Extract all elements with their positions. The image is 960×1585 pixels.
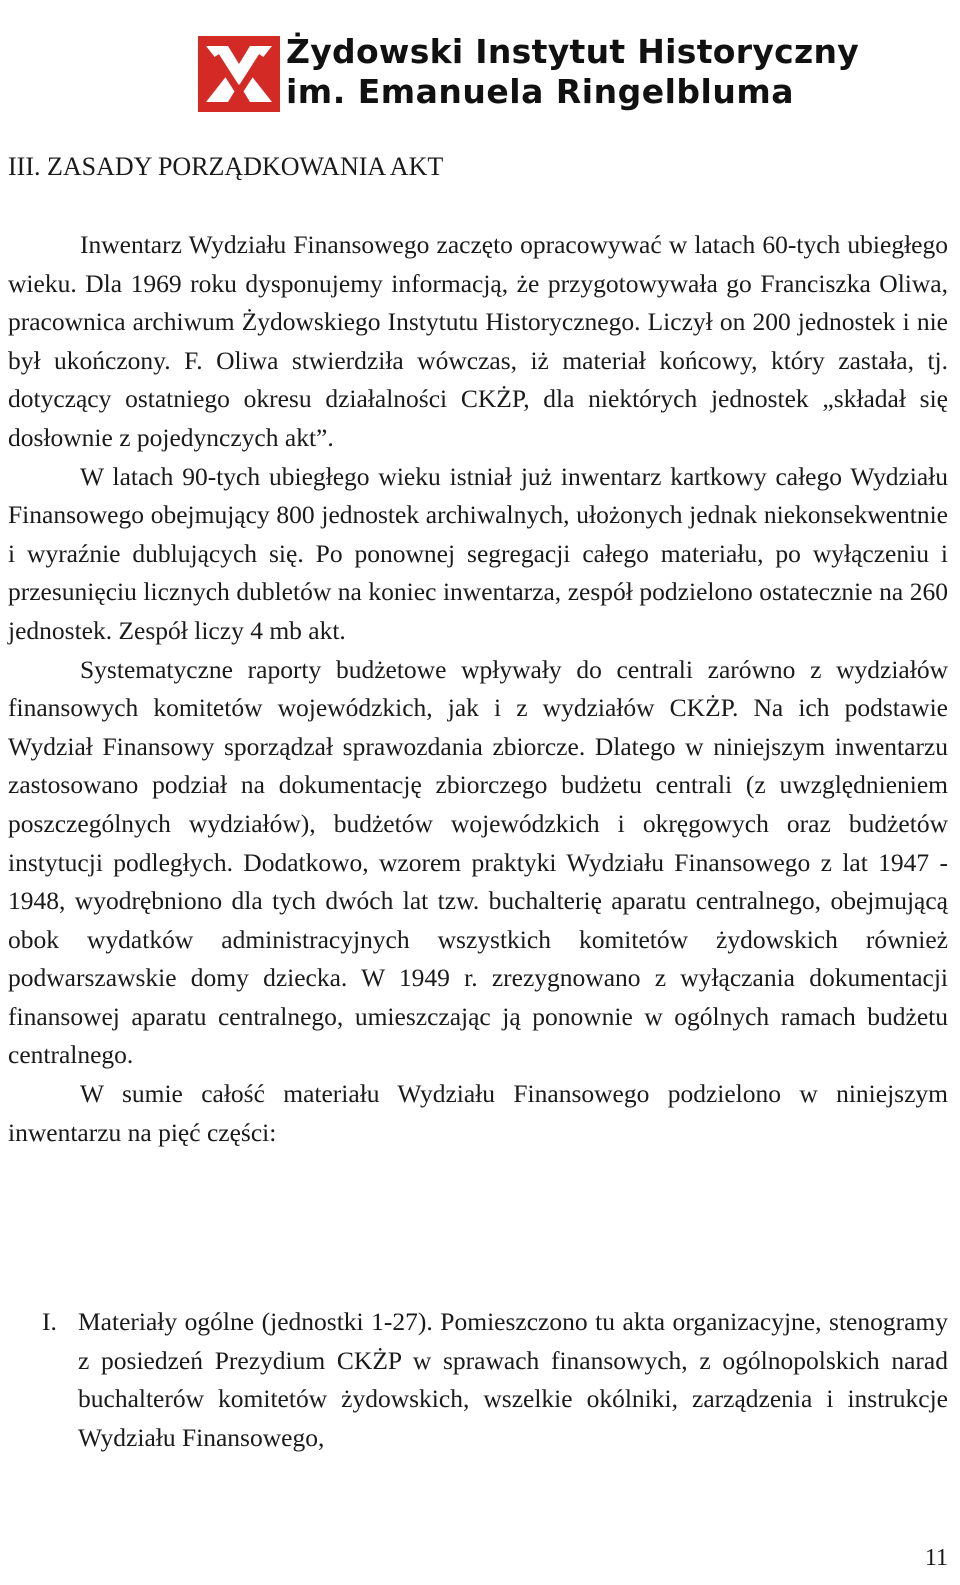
institute-name-line1: Żydowski Instytut Historyczny [286, 32, 860, 71]
institute-name-line2: im. Emanuela Ringelbluma [286, 72, 794, 111]
paragraph-2: W latach 90-tych ubiegłego wieku istniał już inwentarz kartkowy całego Wydziału Finansowego obejmujący 800 jednostek archiwalnych, ułożonych jednak niekonsekwentnie i wyraźnie dublujących się. Po ponownej segregacji całego materiału, po wyłączeniu i przesunięciu licznych dubletów na koniec inwentarza, zespół podzielono ostatecznie na 260 jednostek. Zespół liczy 4 mb akt. [8, 461, 948, 645]
document-body [8, 226, 948, 1191]
paragraph-3: Systematyczne raporty budżetowe wpływały do centrali zarówno z wydziałów finansowych komitetów wojewódzkich, jak i z wydziałów CKŻP. Na ich podstawie Wydział Finansowy sporządzał sprawozdania zbiorcze. Dlatego w niniejszym inwentarzu zastosowano podział na dokumentację zbiorczego budżetu centrali (z uwzględnieniem poszczególnych wydziałów), budżetów wojewódzkich i okręgowych oraz budżetów instytucji podległych. Dodatkowo, wzorem praktyki Wydziału Finansowego z lat 1947 - 1948, wyodrębniono dla tych dwóch lat tzw. buchalterię aparatu centralnego, obejmującą obok wydatków administracyjnych wszystkich komitetów żydowskich również podwarszawskie domy dziecka. W 1949 r. zrezygnowano z wyłączania dokumentacji finansowej aparatu centralnego, umieszczając ją ponownie w ogólnych ramach budżetu centralnego. [8, 654, 948, 1070]
parts-list [8, 1303, 948, 1457]
jhi-logo-icon [198, 36, 280, 112]
page-header [198, 30, 860, 120]
section-heading: III. ZASADY PORZĄDKOWANIA AKT [8, 152, 444, 181]
list-item-text: Materiały ogólne (jednostki 1-27). Pomieszczono tu akta organizacyjne, stenogramy z posiedzeń Prezydium CKŻP w sprawach finansowych, z ogólnopolskich narad buchalterów komitetów żydowskich, wszelkie okólniki, zarządzenia i instrukcje Wydziału Finansowego, [78, 1307, 948, 1452]
page-number: 11 [924, 1545, 948, 1571]
list-item-number: I. [42, 1307, 57, 1336]
paragraph-1: Inwentarz Wydziału Finansowego zaczęto opracowywać w latach 60-tych ubiegłego wieku. Dla 1969 roku dysponujemy informacją, że przygotowywała go Franciszka Oliwa, pracownica archiwum Żydowskiego Instytutu Historycznego. Liczył on 200 jednostek i nie był ukończony. F. Oliwa stwierdziła wówczas, iż materiał końcowy, który zastała, tj. dotyczący ostatniego okresu działalności CKŻP, dla niektórych jednostek „składał się dosłownie z pojedynczych akt”. [8, 230, 948, 452]
paragraph-4: W sumie całość materiału Wydziału Finansowego podzielono w niniejszym inwentarzu na pięć części: [8, 1079, 948, 1147]
list-item [8, 1303, 948, 1457]
